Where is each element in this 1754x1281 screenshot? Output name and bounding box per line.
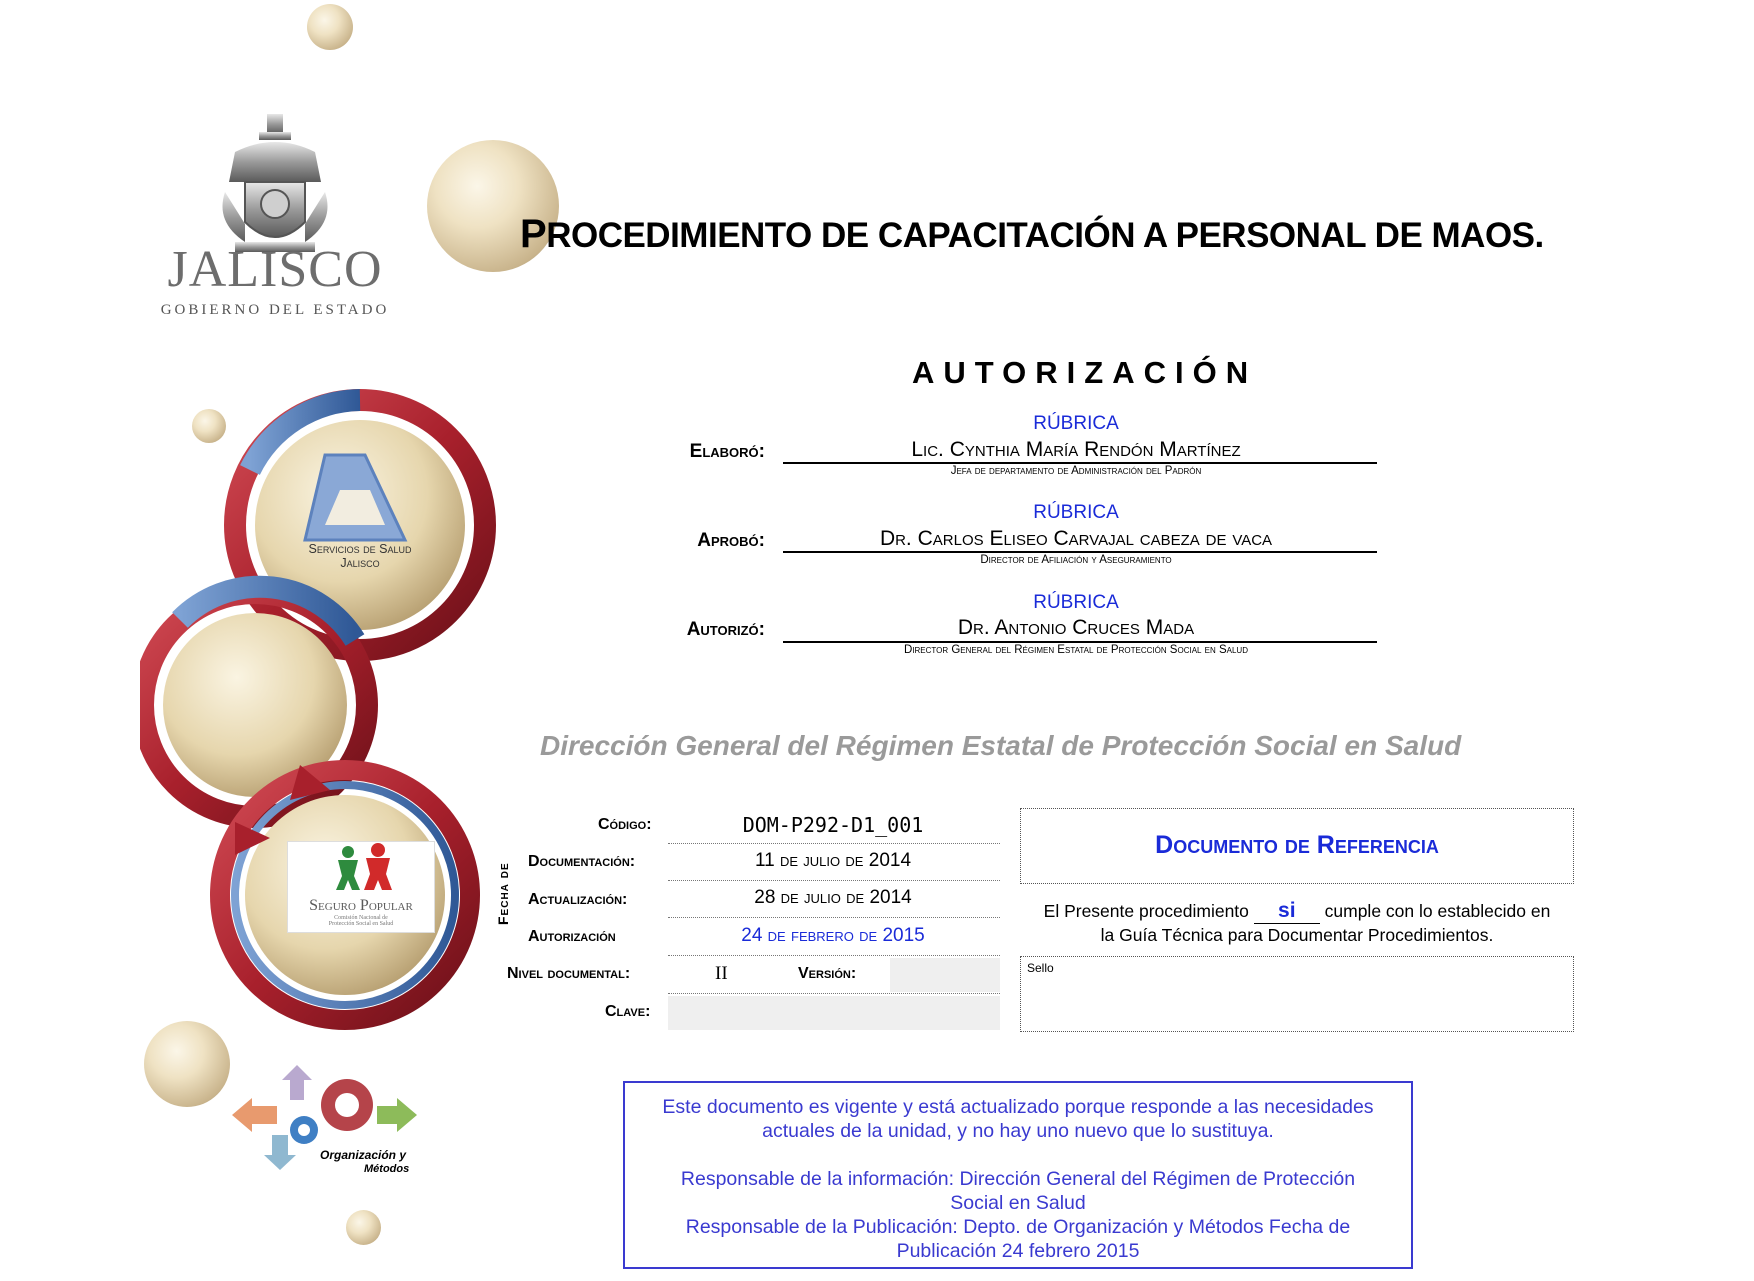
- notice-spacer: [625, 1143, 1411, 1167]
- nivel-documental-value: II: [715, 963, 728, 984]
- notice-line: Publicación 24 febrero 2015: [896, 1240, 1140, 1262]
- signer-name: Lic. Cynthia María Rendón Martínez: [911, 438, 1241, 461]
- signature-line: [783, 641, 1377, 643]
- signature-label: Autorizó:: [686, 619, 765, 640]
- row-divider: [668, 880, 1000, 881]
- title-text: ROCEDIMIENTO DE CAPACITACIÓN A PERSONAL DE MAOS.: [546, 216, 1544, 255]
- signature-line: [783, 462, 1377, 464]
- version-label: Versión:: [798, 965, 857, 982]
- decorative-sphere: [346, 1210, 381, 1245]
- actualizacion-value: 28 de julio de 2014: [754, 887, 912, 908]
- row-divider: [668, 843, 1000, 844]
- si-value: si: [1278, 899, 1296, 922]
- notice-line: Responsable de la Publicación: Depto. de Organización y Métodos Fecha de: [685, 1216, 1351, 1238]
- notice-line: Social en Salud: [950, 1192, 1086, 1214]
- seguro-popular-title: Seguro Popular: [309, 897, 413, 914]
- codigo-label: Código:: [598, 816, 652, 833]
- signer-role: Jefa de departamento de Administración del Padrón: [950, 465, 1202, 477]
- actualizacion-label: Actualización:: [528, 891, 628, 908]
- codigo-value: DOM-P292-D1_001: [742, 813, 924, 837]
- documentacion-value: 11 de julio de 2014: [754, 850, 912, 871]
- side-logos-panel: [140, 380, 510, 1080]
- om-text-2: Métodos: [364, 1163, 410, 1175]
- ssj-logo-text-1: Servicios de Salud: [308, 542, 412, 556]
- row-divider: [668, 955, 1000, 956]
- fecha-de-vertical-label: Fecha de: [495, 862, 511, 925]
- clave-value: [668, 996, 1000, 1030]
- sello-label: Sello: [1027, 961, 1054, 975]
- reference-text-before: El Presente procedimiento: [1043, 901, 1254, 921]
- autorizacion-label: Autorización: [528, 928, 616, 945]
- autorizacion-value: 24 de febrero de 2015: [741, 925, 925, 946]
- sello-box: [1020, 956, 1574, 1032]
- rubrica-label: RÚBRICA: [1033, 592, 1119, 613]
- signature-line: [783, 551, 1377, 553]
- decorative-sphere: [307, 4, 353, 50]
- rubrica-label: RÚBRICA: [1033, 413, 1119, 434]
- authorization-heading: AUTORIZACIÓN: [912, 355, 1258, 390]
- seguro-popular-sub1: Comisión Nacional de: [334, 915, 388, 921]
- direccion-general-heading: Dirección General del Régimen Estatal de Protección Social en Salud: [540, 730, 1462, 761]
- row-divider: [668, 993, 1000, 994]
- seguro-popular-logo: [287, 841, 435, 933]
- page-title: [520, 212, 1544, 257]
- family-icon: [288, 842, 434, 892]
- reference-text-after: cumple con lo establecido en: [1319, 901, 1551, 921]
- jalisco-logo: [155, 112, 395, 322]
- om-logo: [232, 1060, 432, 1190]
- logo-title: JALISCO: [167, 241, 383, 298]
- signer-role: Director de Afiliación y Aseguramiento: [980, 554, 1172, 566]
- signature-label: Aprobó:: [697, 530, 765, 551]
- title-first-letter: P: [520, 212, 547, 256]
- nivel-documental-label: Nivel documental:: [507, 965, 631, 982]
- reference-title: Documento de Referencia: [1155, 831, 1439, 859]
- logo-subtitle: GOBIERNO DEL ESTADO: [160, 302, 390, 318]
- reference-statement-line2: la Guía Técnica para Documentar Procedimientos.: [1100, 925, 1494, 945]
- signer-name: Dr. Carlos Eliseo Carvajal cabeza de vaca: [879, 527, 1273, 550]
- seguro-popular-sub2: Protección Social en Salud: [328, 921, 394, 927]
- documentacion-label: Documentación:: [528, 853, 636, 870]
- notice-line: Este documento es vigente y está actualizado porque responde a las necesidades: [662, 1096, 1374, 1118]
- row-divider: [668, 917, 1000, 918]
- signer-name: Dr. Antonio Cruces Mada: [957, 616, 1195, 639]
- ssj-logo-text-2: Jalisco: [340, 556, 380, 570]
- signature-label: Elaboró:: [689, 441, 765, 462]
- notice-line: Responsable de la información: Dirección General del Régimen de Protección: [680, 1168, 1356, 1190]
- rubrica-label: RÚBRICA: [1033, 502, 1119, 523]
- clave-label: Clave:: [605, 1003, 651, 1020]
- circular-arrows-graphic: [140, 380, 510, 1080]
- notice-line: actuales de la unidad, y no hay uno nuevo que lo sustituya.: [762, 1120, 1274, 1142]
- validity-notice: [623, 1081, 1413, 1269]
- om-text-1: Organización y: [320, 1148, 407, 1162]
- reference-statement: [1020, 899, 1574, 924]
- signer-role: Director General del Régimen Estatal de Protección Social en Salud: [903, 644, 1248, 656]
- version-value: [890, 958, 1000, 992]
